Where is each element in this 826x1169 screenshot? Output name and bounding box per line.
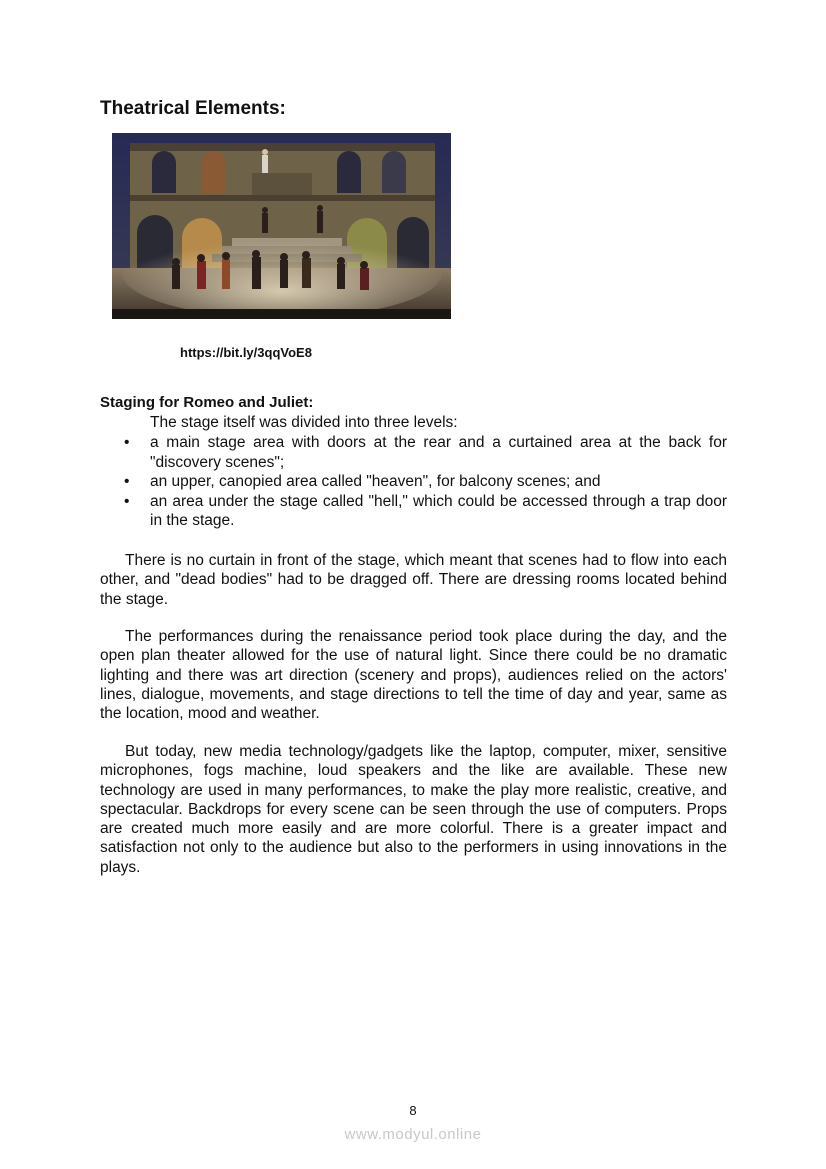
- list-item: [100, 433, 727, 472]
- page-title: Theatrical Elements:: [100, 98, 286, 119]
- image-source-link[interactable]: https://bit.ly/3qqVoE8: [180, 345, 312, 360]
- watermark: www.modyul.online: [344, 1126, 482, 1143]
- section-intro: The stage itself was divided into three levels:: [150, 414, 458, 431]
- list-item-text: an upper, canopied area called "heaven", for balcony scenes; and: [150, 473, 601, 490]
- bullet-icon: •: [124, 492, 130, 510]
- paragraph-curtain: There is no curtain in front of the stage, which meant that scenes had to flow into each other, and "dead bodies" had to be dragged off. There are dressing rooms located behind the stage.: [100, 552, 727, 608]
- list-item-text: an area under the stage called "hell," which could be accessed through a trap door in the stage.: [150, 492, 727, 529]
- list-item: [100, 492, 727, 531]
- list-item-text: a main stage area with doors at the rear and a curtained area at the back for "discovery scenes";: [150, 434, 727, 471]
- stage-photo-drawing: [112, 133, 451, 319]
- list-item: [100, 472, 727, 492]
- page-number: 8: [409, 1103, 417, 1118]
- paragraph-technology: But today, new media technology/gadgets like the laptop, computer, mixer, sensitive microphones, fogs machine, loud speakers and the like are available. These new technology are used in many performances, to make the play more realistic, creative, and spectacular. Backdrops for every scene can be seen through the use of computers. Props are created much more easily and are more colorful. There is a greater impact and satisfaction not only to the audience but also to the performers in using innovations in the plays.: [100, 743, 727, 876]
- paragraph-renaissance: The performances during the renaissance period took place during the day, and the open plan theater allowed for the use of natural light. Since there could be no dramatic lighting and there was art direction (scenery and props), audiences relied on the actors' lines, dialogue, movements, and stage directions to tell the time of day and year, same as the location, mood and weather.: [100, 628, 727, 723]
- bullet-icon: •: [124, 473, 130, 490]
- section-heading: Staging for Romeo and Juliet:: [100, 394, 314, 411]
- bullet-icon: •: [124, 434, 130, 451]
- stage-photo-image: [112, 133, 451, 319]
- stage-levels-list: [100, 433, 727, 531]
